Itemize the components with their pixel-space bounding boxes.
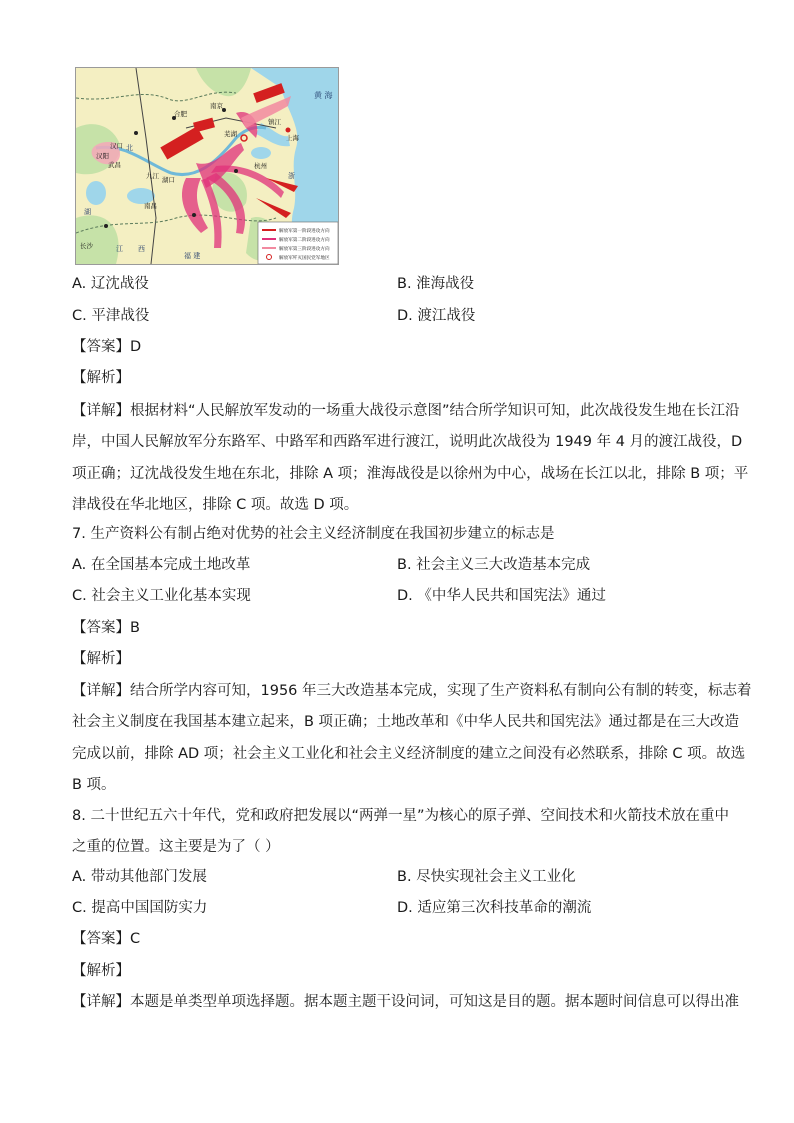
map-label-hukou: 湖口 bbox=[162, 176, 175, 184]
q7-analysis-label: 【解析】 bbox=[72, 651, 130, 667]
q8-stem-line-2: 之重的位置。这主要是为了（ ） bbox=[72, 839, 280, 856]
map-label-nanjing: 南京 bbox=[210, 102, 223, 110]
q7-option-a: A. 在全国基本完成土地改革 bbox=[72, 557, 251, 573]
q8-analysis-label: 【解析】 bbox=[72, 963, 130, 979]
q7-answer: 【答案】B bbox=[72, 620, 140, 636]
q7-detail bbox=[72, 676, 752, 801]
map-label-fujian: 福 建 bbox=[184, 252, 201, 260]
map-label-hubei: 北 bbox=[126, 144, 133, 152]
q6-detail-line-2: 岸，中国人民解放军分东路军、中路军和西路军进行渡江，说明此次战役为 1949 年 4 月的渡江战役，D bbox=[72, 434, 743, 451]
q7-option-d: D. 《中华人民共和国宪法》通过 bbox=[397, 588, 606, 604]
q7-detail-line-1: 【详解】结合所学内容可知，1956 年三大改造基本完成，实现了生产资料私有制向公有制的转变，标志着 bbox=[72, 683, 752, 699]
map-label-hunan: 湖 bbox=[84, 208, 91, 216]
q6-option-c: C. 平津战役 bbox=[72, 308, 150, 324]
map-legend-1: 解放军第一阶段进攻方向 bbox=[279, 229, 330, 234]
q7-detail-line-4: B 项。 bbox=[72, 776, 116, 793]
q7-stem: 7. 生产资料公有制占绝对优势的社会主义经济制度在我国初步建立的标志是 bbox=[72, 526, 555, 542]
map-label-wuchang: 武昌 bbox=[108, 161, 121, 169]
q8-option-c: C. 提高中国国防实力 bbox=[72, 900, 208, 916]
map-label-sea: 黄 海 bbox=[314, 91, 333, 100]
map-label-hanyang: 汉阳 bbox=[96, 152, 109, 160]
q6-option-b: B. 淮海战役 bbox=[397, 276, 475, 292]
map-svg bbox=[76, 68, 338, 264]
q7-option-c: C. 社会主义工业化基本实现 bbox=[72, 588, 251, 604]
q7-detail-line-2: 社会主义制度在我国基本建立起来，B 项正确；土地改革和《中华人民共和国宪法》通过都是在三大改造 bbox=[72, 714, 740, 731]
map-label-wuhu: 芜湖 bbox=[224, 130, 237, 138]
map-legend-2: 解放军第二阶段进攻方向 bbox=[279, 238, 330, 243]
map-label-jiujiang: 九江 bbox=[146, 172, 159, 180]
q8-detail: 【详解】本题是单类型单项选择题。据本题主题干设问词，可知这是目的题。据本题时间信息可以得出准 bbox=[72, 994, 739, 1010]
q8-stem-line-1: 8. 二十世纪五六十年代，党和政府把发展以“两弹一星”为核心的原子弹、空间技术和火箭技术放在重中 bbox=[72, 808, 729, 824]
q6-detail-line-3: 项正确；辽沈战役发生地在东北，排除 A 项；淮海战役是以徐州为中心，战场在长江以北，排除 B 项；平 bbox=[72, 465, 749, 482]
q8-option-a: A. 带动其他部门发展 bbox=[72, 869, 207, 885]
q8-option-d: D. 适应第三次科技革命的潮流 bbox=[397, 900, 592, 916]
q6-detail bbox=[72, 396, 749, 521]
map-label-zhenjiang: 镇江 bbox=[268, 118, 281, 126]
q6-answer: 【答案】D bbox=[72, 339, 142, 355]
battle-map-figure bbox=[75, 67, 339, 265]
map-label-shanghai: 上海 bbox=[286, 134, 299, 142]
map-legend-3: 解放军第三阶段进攻方向 bbox=[279, 247, 330, 252]
map-label-jiang: 江 bbox=[116, 245, 123, 253]
q7-detail-line-3: 完成以前，排除 AD 项；社会主义工业化和社会主义经济制度的建立之间没有必然联系，排除 C 项。故选 bbox=[72, 745, 746, 762]
q8-option-b: B. 尽快实现社会主义工业化 bbox=[397, 869, 576, 885]
q7-option-b: B. 社会主义三大改造基本完成 bbox=[397, 557, 591, 573]
q6-detail-line-1: 【详解】根据材料“人民解放军发动的一场重大战役示意图”结合所学知识可知，此次战役发生地在长江沿 bbox=[72, 403, 740, 419]
q6-analysis-label: 【解析】 bbox=[72, 370, 130, 386]
map-label-hangzhou: 杭州 bbox=[254, 162, 267, 170]
q6-detail-line-4: 津战役在华北地区，排除 C 项。故选 D 项。 bbox=[72, 496, 359, 513]
map-label-hefei: 合肥 bbox=[174, 110, 187, 118]
q6-option-d: D. 渡江战役 bbox=[397, 308, 476, 324]
map-legend-4: 解放军歼灭国民党军地区 bbox=[279, 256, 330, 261]
map-label-changsha: 长沙 bbox=[80, 242, 93, 250]
map-label-nanchang: 南昌 bbox=[144, 202, 157, 210]
q8-answer: 【答案】C bbox=[72, 931, 141, 947]
q8-stem bbox=[72, 801, 729, 864]
q6-option-a: A. 辽沈战役 bbox=[72, 276, 149, 292]
map-label-hankou: 汉口 bbox=[110, 142, 123, 150]
map-label-zhe: 浙 bbox=[288, 172, 295, 180]
map-label-xi: 西 bbox=[138, 245, 145, 253]
